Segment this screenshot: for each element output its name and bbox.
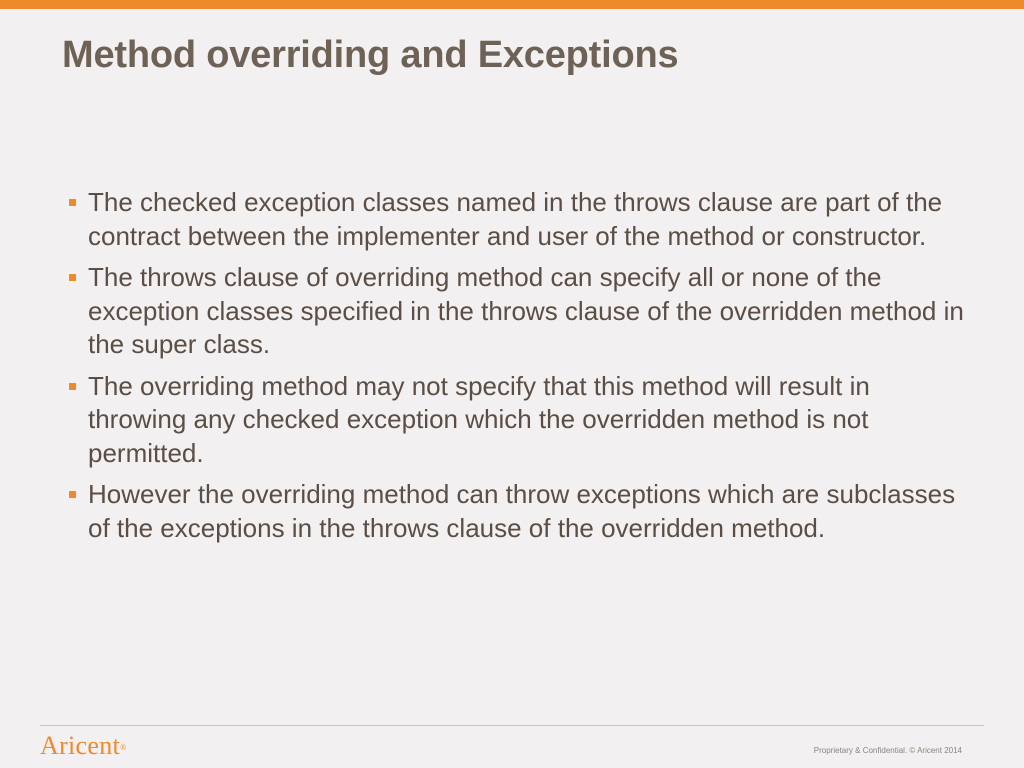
registered-mark: ®	[120, 743, 127, 752]
slide-title: Method overriding and Exceptions	[62, 34, 679, 76]
bullet-text: The checked exception classes named in the throws clause are part of the contract between the implementer and user of the method or constructor.	[88, 187, 943, 251]
square-bullet-icon	[69, 491, 76, 498]
bullet-item	[68, 261, 968, 362]
bullet-item	[68, 186, 968, 253]
square-bullet-icon	[69, 199, 76, 206]
bullet-item	[68, 478, 968, 545]
square-bullet-icon	[69, 383, 76, 390]
bullet-text: The throws clause of overriding method can specify all or none of the exception classes specified in the throws clause of the overridden method in the super class.	[88, 262, 964, 359]
logo-text: Aricent	[40, 731, 121, 760]
bullet-item	[68, 370, 968, 471]
bullet-text: The overriding method may not specify that this method will result in throwing any checked exception which the overridden method is not permitted.	[88, 370, 870, 468]
bullet-list	[68, 186, 968, 553]
square-bullet-icon	[69, 274, 76, 281]
bullet-text: However the overriding method can throw exceptions which are subclasses of the exceptions in the throws clause of the overridden method.	[88, 479, 956, 543]
footer-divider	[40, 725, 984, 726]
copyright-notice: Proprietary & Confidential. © Aricent 2014	[813, 746, 962, 755]
aricent-logo	[40, 731, 126, 761]
top-accent-bar	[0, 0, 1024, 9]
